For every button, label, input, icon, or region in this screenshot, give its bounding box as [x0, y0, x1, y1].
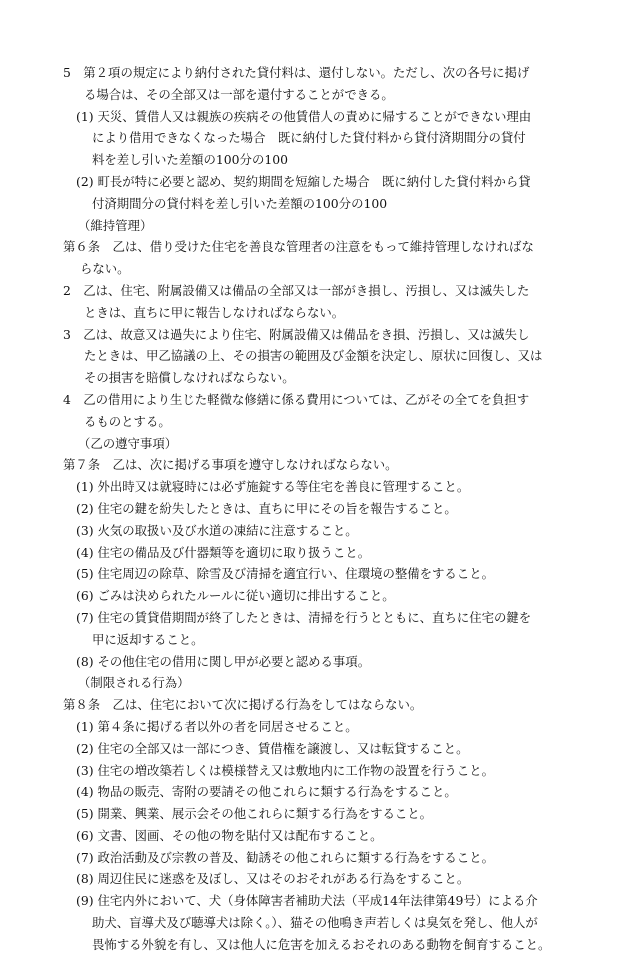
text-line: たときは、甲乙協議の上、その損害の範囲及び金額を決定し、原状に回復し、又は	[84, 348, 543, 364]
list-item	[0, 171, 630, 215]
numbered-paragraph	[0, 62, 630, 106]
text-line: により借用できなくなった場合 既に納付した貸付料から貸付済期間分の貸付	[92, 130, 526, 146]
text-line: (2) 住宅の全部又は一部につき、賃借権を譲渡し、又は転貸すること。	[76, 740, 469, 756]
text-line: (1) 第４条に掲げる者以外の者を同居させること。	[76, 718, 358, 734]
article-paragraph	[0, 694, 630, 716]
text-line: ときは、直ちに甲に報告しなければならない。	[84, 304, 345, 320]
text-line: 3 乙は、故意又は過失により住宅、附属設備又は備品をき損、汚損し、又は滅失し	[63, 326, 530, 342]
text-line: (5) 住宅周辺の除草、除雪及び清掃を適宜行い、住環境の整備をすること。	[76, 566, 494, 582]
text-line: (8) 周辺住民に迷惑を及ぼし、又はそのおそれがある行為をすること。	[76, 871, 470, 887]
text-line: （乙の遵守事項）	[78, 435, 178, 451]
numbered-paragraph	[0, 324, 630, 389]
text-line: 2 乙は、住宅、附属設備又は備品の全部又は一部がき損し、汚損し、又は滅失した	[63, 282, 530, 298]
list-item	[0, 585, 630, 607]
list-item	[0, 542, 630, 564]
text-line: (7) 政治活動及び宗教の普及、勧誘その他これらに類する行為をすること。	[76, 849, 494, 865]
list-item	[0, 716, 630, 738]
text-line: 第８条 乙は、住宅において次に掲げる行為をしてはならない。	[63, 697, 423, 713]
list-item	[0, 106, 630, 171]
text-line: (1) 天災、賃借人又は親族の疾病その他賃借人の責めに帰することができない理由	[76, 108, 532, 124]
text-line: （制限される行為）	[78, 675, 190, 691]
text-line: 第７条 乙は、次に掲げる事項を遵守しなければならない。	[63, 457, 398, 473]
text-line: 第６条 乙は、借り受けた住宅を善良な管理者の注意をもって維持管理しなければな	[63, 239, 534, 255]
text-line: (6) 文書、図画、その他の物を貼付又は配布すること。	[76, 827, 383, 843]
text-line: (3) 火気の取扱い及び水道の凍結に注意すること。	[76, 522, 358, 538]
list-item	[0, 520, 630, 542]
text-line: 畏怖する外貌を有し、又は他人に危害を加えるおそれのある動物を飼育すること。	[92, 936, 551, 952]
list-item	[0, 498, 630, 520]
text-line: (4) 物品の販売、寄附の要請その他これらに類する行為をすること。	[76, 784, 457, 800]
text-line: 4 乙の借用により生じた軽微な修繕に係る費用については、乙がその全てを負担す	[63, 391, 530, 407]
section-heading	[0, 672, 630, 694]
text-line: 5 第２項の規定により納付された貸付料は、還付しない。ただし、次の各号に掲げ	[63, 65, 530, 80]
text-line: る場合は、その全部又は一部を還付することができる。	[84, 86, 394, 102]
list-item	[0, 868, 630, 890]
text-line: (2) 住宅の鍵を紛失したときは、直ちに甲にその旨を報告すること。	[76, 500, 457, 516]
text-line: （維持管理）	[78, 217, 153, 233]
list-item	[0, 781, 630, 803]
article-paragraph	[0, 454, 630, 476]
text-line: その損害を賠償しなければならない。	[84, 370, 295, 386]
text-line: 料を差し引いた差額の100分の100	[92, 152, 288, 168]
list-item	[0, 607, 630, 651]
text-line: らない。	[80, 261, 130, 277]
document-body	[0, 62, 630, 956]
text-line: 付済期間分の貸付料を差し引いた差額の100分の100	[92, 195, 388, 211]
text-line: (9) 住宅内外において、犬（身体障害者補助犬法（平成14年法律第49号）による介	[76, 893, 538, 909]
text-line: (6) ごみは決められたルールに従い適切に排出すること。	[76, 588, 395, 604]
list-item	[0, 738, 630, 760]
list-item	[0, 760, 630, 782]
text-line: るものとする。	[84, 413, 171, 429]
text-line: 甲に返却すること。	[92, 631, 204, 647]
text-line: (7) 住宅の賃貸借期間が終了したときは、清掃を行うとともに、直ちに住宅の鍵を	[76, 609, 532, 625]
text-line: (8) その他住宅の借用に関し甲が必要と認める事項。	[76, 653, 371, 669]
list-item	[0, 476, 630, 498]
list-item	[0, 803, 630, 825]
section-heading	[0, 215, 630, 237]
list-item	[0, 890, 630, 955]
text-line: (2) 町長が特に必要と認め、契約期間を短縮した場合 既に納付した貸付料から貸	[76, 173, 531, 189]
text-line: 助犬、盲導犬及び聴導犬は除く。）、猫その他鳴き声若しくは臭気を発し、他人が	[92, 915, 538, 931]
text-line: (1) 外出時又は就寝時には必ず施錠する等住宅を善良に管理すること。	[76, 479, 470, 495]
list-item	[0, 563, 630, 585]
list-item	[0, 825, 630, 847]
text-line: (4) 住宅の備品及び什器類等を適切に取り扱うこと。	[76, 544, 371, 560]
text-line: (5) 開業、興業、展示会その他これらに類する行為をすること。	[76, 806, 433, 822]
article-paragraph	[0, 236, 630, 280]
list-item	[0, 847, 630, 869]
text-line: (3) 住宅の増改築若しくは模様替え又は敷地内に工作物の設置を行うこと。	[76, 762, 494, 778]
list-item	[0, 651, 630, 673]
section-heading	[0, 433, 630, 455]
numbered-paragraph	[0, 280, 630, 324]
numbered-paragraph	[0, 389, 630, 433]
